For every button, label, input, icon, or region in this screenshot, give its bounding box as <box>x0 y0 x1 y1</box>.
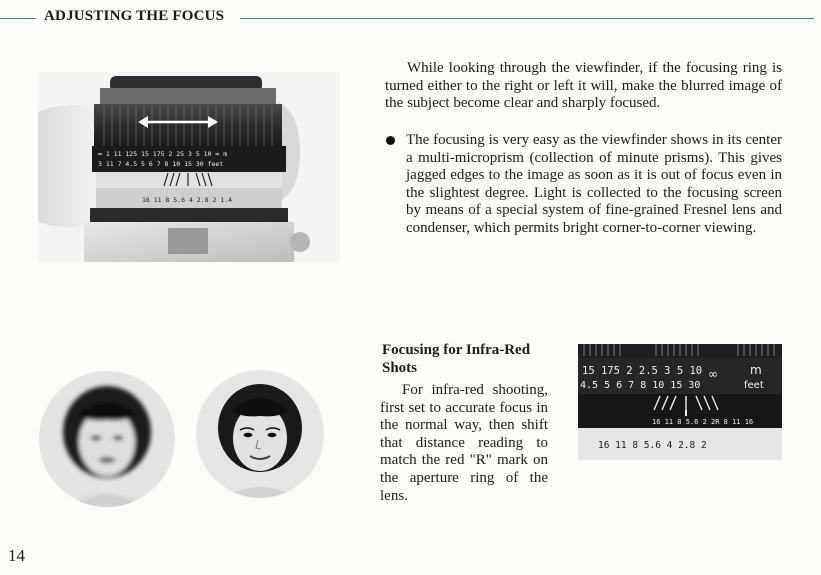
portrait-sharp-photo <box>190 370 330 500</box>
distance-scale-photo <box>578 344 782 460</box>
page-number: 14 <box>8 546 25 565</box>
page-title: ADJUSTING THE FOCUS <box>44 8 225 24</box>
intro-paragraph: While looking through the viewfinder, if the focusing ring is turned either to the right or left it will, make the blurred image of the subject become clear and sharply focused. <box>385 60 782 112</box>
scale-feet: 4.5 5 6 7 8 10 15 30 <box>580 380 701 391</box>
bullet-item <box>384 132 782 238</box>
scale-meters-unit: m <box>750 363 762 377</box>
bullet-dot-icon <box>386 136 395 145</box>
scale-meters: 15 175 2 2.5 3 5 10 <box>582 365 703 377</box>
header-rule-left <box>0 18 36 19</box>
scale-depth-of-field: 16 11 8 5.6 2 2R 8 11 16 <box>652 418 754 426</box>
bullet-paragraph: The focusing is very easy as the viewfinder shows in its center a multi-microprism (collection of minute prisms). This gives jagged edges to the image as soon as it is out of focus even in the slightest degree. Light is collected to the focusing screen by means of a special system of fine-grained Fresnel lens and condenser, which permits bright corner-to-corner viewing. <box>406 132 782 236</box>
header-rule-right <box>240 18 814 19</box>
infrared-paragraph: For infra-red shooting, first set to accurate focus in the normal way, then shift that distance reading to match the red "R" mark on the aperture ring of the lens. <box>380 382 548 504</box>
infrared-section-title: Focusing for Infra-Red Shots <box>382 342 531 376</box>
scale-aperture: 16 11 8 5.6 4 2.8 2 <box>598 440 707 451</box>
scale-feet-unit: feet <box>744 380 764 391</box>
lens-aperture-scale: 16 11 8 5.6 4 2.8 2 1.4 <box>142 196 233 204</box>
lens-distance-feet: 3 11 7 4.5 5 6 7 8 10 15 30 feet <box>98 160 224 168</box>
portrait-blurred-photo <box>38 370 176 508</box>
lens-focusing-ring-photo <box>38 72 340 262</box>
scale-infinity: ∞ <box>708 367 718 381</box>
lens-distance-meters: ∞ 1 11 125 15 175 2 25 3 5 10 ∞ m <box>98 150 228 158</box>
